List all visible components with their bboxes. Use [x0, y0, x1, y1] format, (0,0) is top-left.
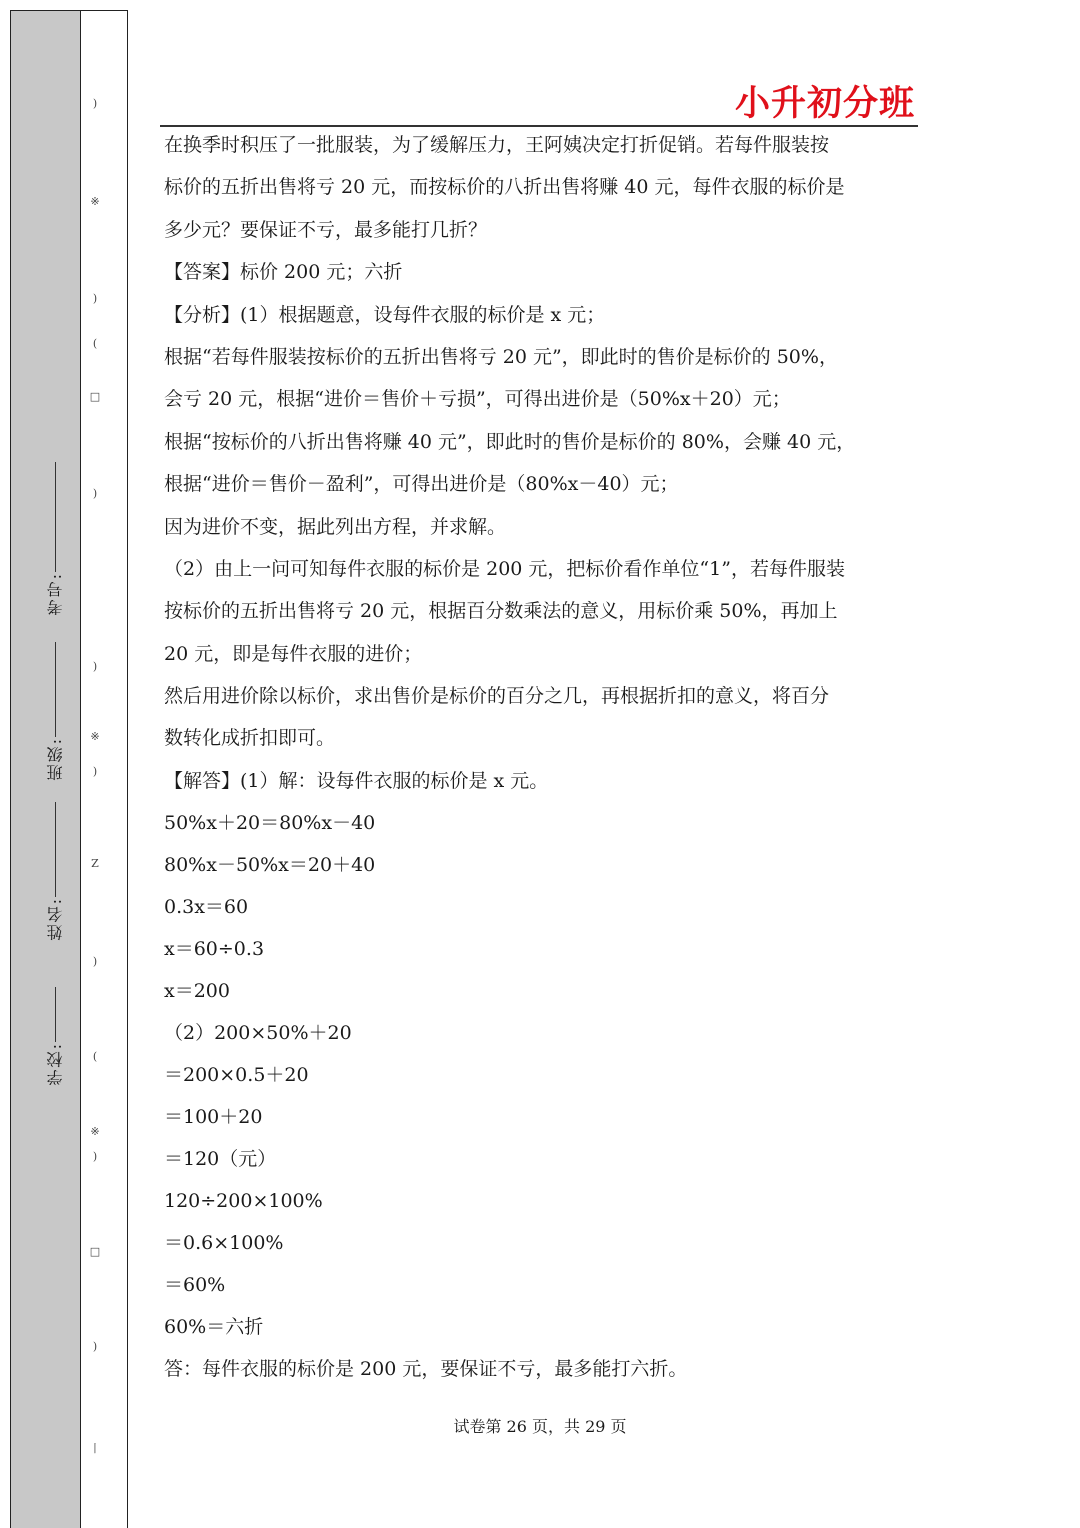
binding-mark: ) — [92, 97, 98, 110]
text-line: ＝0.6×100% — [164, 1232, 284, 1255]
text-line: 【分析】(1）根据题意，设每件衣服的标价是 x 元； — [164, 303, 606, 326]
binding-mark: ) — [92, 292, 98, 305]
text-line: 80%x－50%x＝20＋40 — [164, 854, 376, 877]
class-label: 班级: — [45, 737, 65, 781]
text-line: 按标价的五折出售将亏 20 元，根据百分数乘法的意义，用标价乘 50%，再加上 — [164, 600, 838, 623]
binding-mark: ) — [92, 660, 98, 673]
name-label: 姓名: — [45, 897, 65, 941]
text-line: 因为进价不变，据此列出方程，并求解。 — [164, 515, 507, 538]
binding-mark: ) — [92, 765, 98, 778]
text-line: 在换季时积压了一批服装，为了缓解压力，王阿姨决定打折促销。若每件服装按 — [164, 134, 830, 156]
text-line: 根据“进价＝售价－盈利”，可得出进价是（80%x－40）元； — [164, 473, 679, 496]
text-line: 【解答】(1）解：设每件衣服的标价是 x 元。 — [164, 769, 549, 792]
text-line: 然后用进价除以标价，求出售价是标价的百分之几，再根据折扣的意义，将百分 — [164, 685, 830, 708]
binding-mark: ( — [92, 337, 98, 350]
text-line: x＝60÷0.3 — [164, 938, 265, 961]
binding-mark: ) — [92, 487, 98, 500]
binding-mark: ※ — [90, 195, 100, 208]
text-line: 答：每件衣服的标价是 200 元，要保证不亏，最多能打六折。 — [164, 1358, 688, 1381]
text-line: 60%＝六折 — [164, 1316, 264, 1339]
text-line: （2）由上一问可知每件衣服的标价是 200 元，把标价看作单位“1”，若每件服装 — [164, 557, 845, 580]
name-field — [45, 800, 65, 940]
binding-mark: ※ — [90, 730, 100, 743]
brand-title: 小升初分班 — [735, 84, 916, 124]
binding-strip — [80, 10, 128, 1528]
page-footer: 试卷第 26 页，共 29 页 — [453, 1417, 627, 1436]
binding-mark: ) — [92, 955, 98, 968]
text-line: ＝60% — [164, 1274, 226, 1297]
text-line: （2）200×50%＋20 — [164, 1022, 352, 1045]
text-line: ＝120（元） — [164, 1148, 277, 1171]
binding-mark: ) — [92, 1150, 98, 1163]
text-line: 根据“若每件服装按标价的五折出售将亏 20 元”，即此时的售价是标价的 50%， — [164, 345, 838, 368]
text-line: 0.3x＝60 — [164, 896, 249, 919]
school-label: 学校: — [45, 1042, 65, 1086]
binding-mark: ※ — [90, 1125, 100, 1138]
text-line: 20 元，即是每件衣服的进价； — [164, 642, 423, 665]
text-line: 标价的五折出售将亏 20 元，而按标价的八折出售将赚 40 元，每件衣服的标价是 — [164, 176, 845, 199]
binding-mark: □ — [89, 1245, 101, 1258]
school-field — [45, 985, 65, 1085]
text-line: 【答案】标价 200 元；六折 — [164, 261, 403, 284]
exam-number-field — [45, 460, 65, 615]
text-line: ＝100＋20 — [164, 1106, 263, 1129]
exam-number-label: 考号: — [45, 572, 65, 616]
binding-mark: ( — [92, 1050, 98, 1063]
binding-mark: □ — [89, 390, 101, 403]
text-line: 120÷200×100% — [164, 1190, 323, 1213]
class-field — [45, 640, 65, 780]
text-line: 会亏 20 元，根据“进价＝售价＋亏损”，可得出进价是（50%x＋20）元； — [164, 388, 791, 411]
text-line: 多少元？要保证不亏，最多能打几折？ — [164, 218, 488, 241]
binding-mark: 丨 — [89, 1442, 101, 1455]
text-line: 50%x＋20＝80%x－40 — [164, 812, 376, 835]
question-content — [164, 124, 924, 1390]
binding-mark: ) — [92, 1340, 98, 1353]
text-line: 数转化成折扣即可。 — [164, 727, 336, 750]
binding-mark: Z — [91, 857, 99, 870]
text-line: ＝200×0.5＋20 — [164, 1064, 309, 1087]
text-line: x＝200 — [164, 980, 230, 1003]
text-line: 根据“按标价的八折出售将赚 40 元”，即此时的售价是标价的 80%，会赚 40 元， — [164, 430, 856, 453]
